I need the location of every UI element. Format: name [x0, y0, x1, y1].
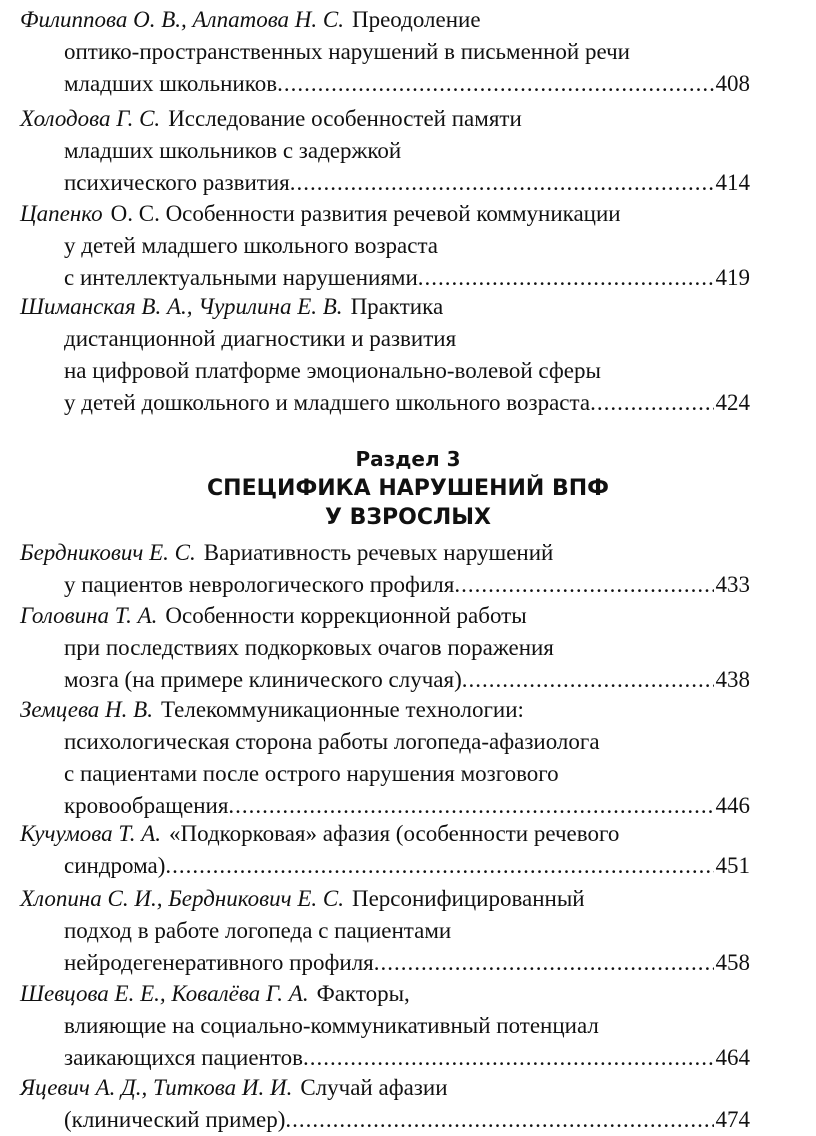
entry-title-line: дистанционной диагностики и развития — [64, 326, 457, 351]
entry-title-line: с интеллектуальными нарушениями — [64, 265, 418, 290]
toc-entry — [20, 694, 750, 822]
page-number: 464 — [715, 1045, 750, 1070]
leader-dots — [165, 850, 713, 882]
page-number: 438 — [715, 667, 750, 692]
page-number: 451 — [715, 853, 750, 878]
entry-title-line: влияющие на социально-коммуникативный потенциал — [64, 1013, 599, 1038]
leader-dots — [303, 1042, 714, 1074]
entry-title-line: психического развития — [64, 170, 290, 195]
entry-title-line: у детей дошкольного и младшего школьного возраста — [64, 390, 591, 415]
entry-title-line: младших школьников с задержкой — [64, 138, 402, 163]
entry-title-line: Факторы, — [316, 981, 410, 1006]
page-number: 419 — [715, 265, 750, 290]
section-title: У ВЗРОСЛЫХ — [324, 505, 492, 530]
entry-title-line: на цифровой платформе эмоционально-волевой сферы — [64, 358, 601, 383]
entry-authors: Холодова Г. С. — [20, 106, 161, 131]
page-number: 408 — [715, 71, 750, 96]
entry-authors: Цапенко — [20, 201, 103, 226]
toc-entry — [20, 883, 750, 979]
leader-dots — [290, 167, 714, 199]
entry-title-line: нейродегенеративного профиля — [64, 950, 374, 975]
toc-entry — [20, 291, 750, 419]
entry-authors: Земцева Н. В. — [20, 697, 153, 722]
leader-dots — [277, 68, 713, 100]
leader-dots — [418, 262, 714, 294]
page-number: 474 — [715, 1107, 750, 1132]
leader-dots — [285, 1104, 713, 1136]
leader-dots — [462, 664, 714, 696]
entry-title-line: у пациентов неврологического профиля — [64, 572, 455, 597]
section-number: Раздел 3 — [355, 447, 461, 471]
entry-authors: Филиппова О. В., Алпатова Н. С. — [20, 7, 344, 32]
toc-entry — [20, 537, 750, 601]
toc-entry — [20, 978, 750, 1074]
toc-entry — [20, 4, 750, 100]
toc-entry — [20, 103, 750, 199]
entry-authors: Хлопина С. И., Бердникович Е. С. — [20, 886, 344, 911]
entry-authors: Шевцова Е. Е., Ковалёва Г. А. — [20, 981, 309, 1006]
toc-entry — [20, 1072, 750, 1136]
toc-entry — [20, 818, 750, 882]
entry-title-line: О. С. Особенности развития речевой коммуникации — [110, 201, 621, 226]
entry-title-line: подход в работе логопеда с пациентами — [64, 918, 452, 943]
entry-authors: Яцевич А. Д., Титкова И. И. — [20, 1075, 293, 1100]
entry-title-line: у детей младшего школьного возраста — [64, 233, 438, 258]
page-number: 446 — [715, 793, 750, 818]
leader-dots — [374, 947, 714, 979]
entry-title-line: синдрома) — [64, 853, 166, 878]
entry-authors: Кучумова Т. А. — [20, 821, 161, 846]
entry-title-line: Практика — [350, 294, 444, 319]
entry-title-line: психологическая сторона работы логопеда-афазиолога — [64, 729, 600, 754]
entry-title-line: младших школьников — [64, 71, 278, 96]
entry-title-line: кровообращения — [64, 793, 229, 818]
entry-title-line: «Подкорковая» афазия (особенности речевого — [169, 821, 620, 846]
page-number: 433 — [715, 572, 750, 597]
entry-title-line: (клинический пример) — [64, 1107, 286, 1132]
entry-authors: Шиманская В. А., Чурилина Е. В. — [20, 294, 343, 319]
entry-title-line: Персонифицированный — [351, 886, 585, 911]
toc-entry — [20, 198, 750, 294]
entry-authors: Бердникович Е. С. — [20, 540, 196, 565]
leader-dots — [454, 569, 713, 601]
entry-title-line: Преодоление — [351, 7, 481, 32]
entry-title-line: оптико-пространственных нарушений в письменной речи — [64, 39, 630, 64]
entry-title-line: с пациентами после острого нарушения мозгового — [64, 761, 559, 786]
entry-title-line: Вариативность речевых нарушений — [203, 540, 554, 565]
entry-title-line: Случай афазии — [300, 1075, 448, 1100]
toc-entry — [20, 600, 750, 696]
leader-dots — [590, 387, 713, 419]
page-number: 424 — [715, 390, 750, 415]
entry-authors: Головина Т. А. — [20, 603, 158, 628]
entry-title-line: заикающихся пациентов — [64, 1045, 303, 1070]
entry-title-line: при последствиях подкорковых очагов поражения — [64, 635, 554, 660]
entry-title-line: мозга (на примере клинического случая) — [64, 667, 462, 692]
page-number: 458 — [715, 950, 750, 975]
entry-title-line: Особенности коррекционной работы — [165, 603, 527, 628]
entry-title-line: Исследование особенностей памяти — [168, 106, 522, 131]
page-number: 414 — [715, 170, 750, 195]
entry-title-line: Телекоммуникационные технологии: — [160, 697, 524, 722]
section-title: СПЕЦИФИКА НАРУШЕНИЙ ВПФ — [207, 476, 609, 501]
